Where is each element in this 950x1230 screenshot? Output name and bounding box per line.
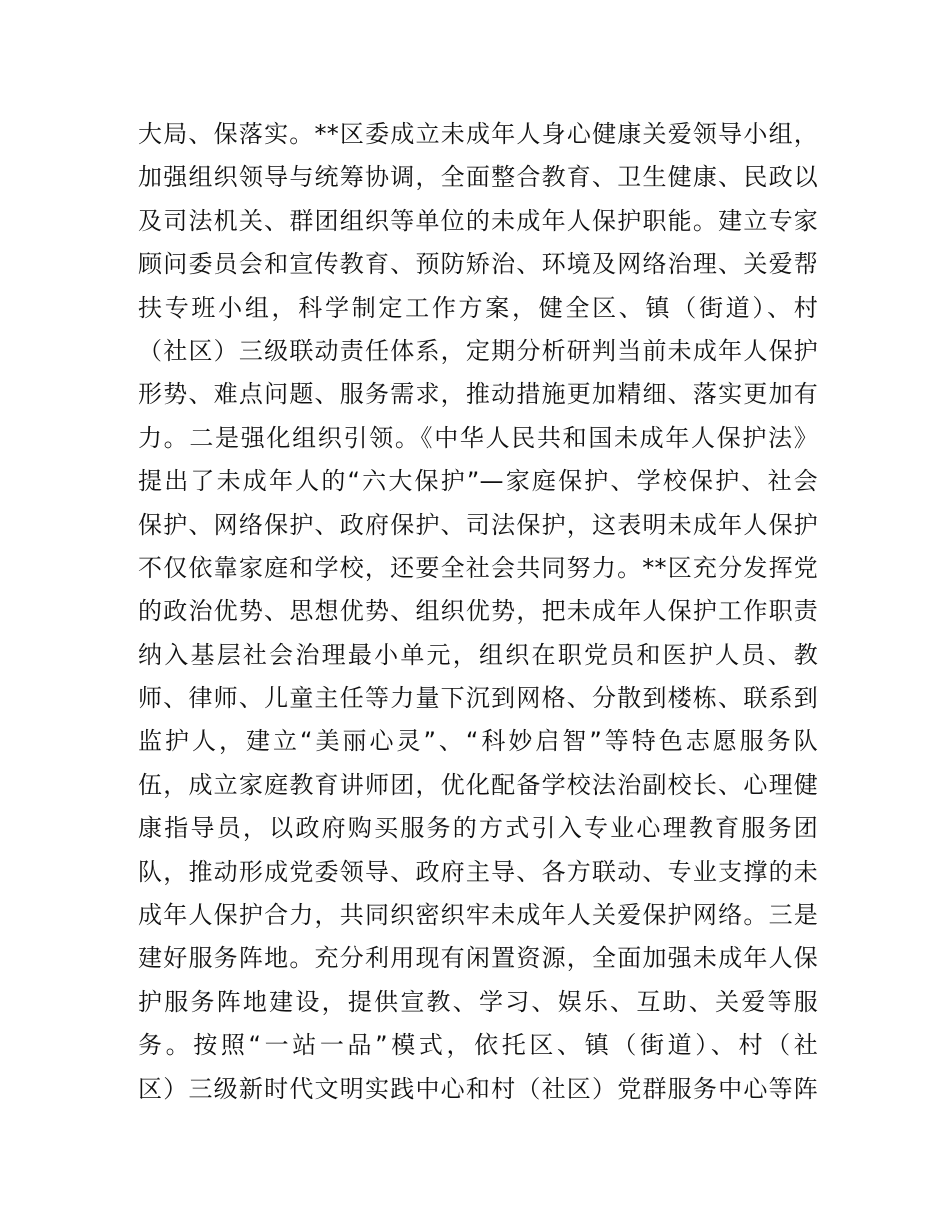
body-text <box>138 113 818 1111</box>
text-line: 纳入基层社会治理最小单元，组织在职党员和医护人员、教 <box>138 640 818 669</box>
text-line: 提出了未成年人的“六大保护”—家庭保护、学校保护、社会 <box>138 467 818 496</box>
text-line: 加强组织领导与统筹协调，全面整合教育、卫生健康、民政以 <box>138 163 818 192</box>
text-line: 监护人，建立“美丽心灵”、“科妙启智”等特色志愿服务队 <box>138 727 818 756</box>
text-line: 队，推动形成党委领导、政府主导、各方联动、专业支撑的未 <box>138 857 818 886</box>
text-line: 力。二是强化组织引领。《中华人民共和国未成年人保护法》 <box>138 423 818 452</box>
text-line: 保护、网络保护、政府保护、司法保护，这表明未成年人保护 <box>138 510 818 539</box>
text-line: 及司法机关、群团组织等单位的未成年人保护职能。建立专家 <box>138 206 818 235</box>
text-line: 区）三级新时代文明实践中心和村（社区）党群服务中心等阵 <box>138 1074 818 1103</box>
text-line: 务。按照“一站一品”模式，依托区、镇（街道）、村（社 <box>138 1031 818 1060</box>
text-line: 的政治优势、思想优势、组织优势，把未成年人保护工作职责 <box>138 597 818 626</box>
text-line: 形势、难点问题、服务需求，推动措施更加精细、落实更加有 <box>138 380 818 409</box>
text-line: 不仅依靠家庭和学校，还要全社会共同努力。**区充分发挥党 <box>138 553 818 582</box>
text-line: 扶专班小组，科学制定工作方案，健全区、镇（街道）、村 <box>138 293 818 322</box>
text-line: 伍，成立家庭教育讲师团，优化配备学校法治副校长、心理健 <box>138 770 818 799</box>
text-line: 大局、保落实。**区委成立未成年人身心健康关爱领导小组， <box>138 120 818 148</box>
text-line: 建好服务阵地。充分利用现有闲置资源，全面加强未成年人保 <box>138 944 818 973</box>
text-line: 康指导员，以政府购买服务的方式引入专业心理教育服务团 <box>138 814 818 843</box>
text-line: 师、律师、儿童主任等力量下沉到网格、分散到楼栋、联系到 <box>138 684 818 713</box>
text-line: （社区）三级联动责任体系，定期分析研判当前未成年人保护 <box>138 336 818 365</box>
text-line: 成年人保护合力，共同织密织牢未成年人关爱保护网络。三是 <box>138 901 818 930</box>
text-line: 护服务阵地建设，提供宣教、学习、娱乐、互助、关爱等服 <box>138 987 818 1016</box>
text-line: 顾问委员会和宣传教育、预防矫治、环境及网络治理、关爱帮 <box>138 250 818 279</box>
